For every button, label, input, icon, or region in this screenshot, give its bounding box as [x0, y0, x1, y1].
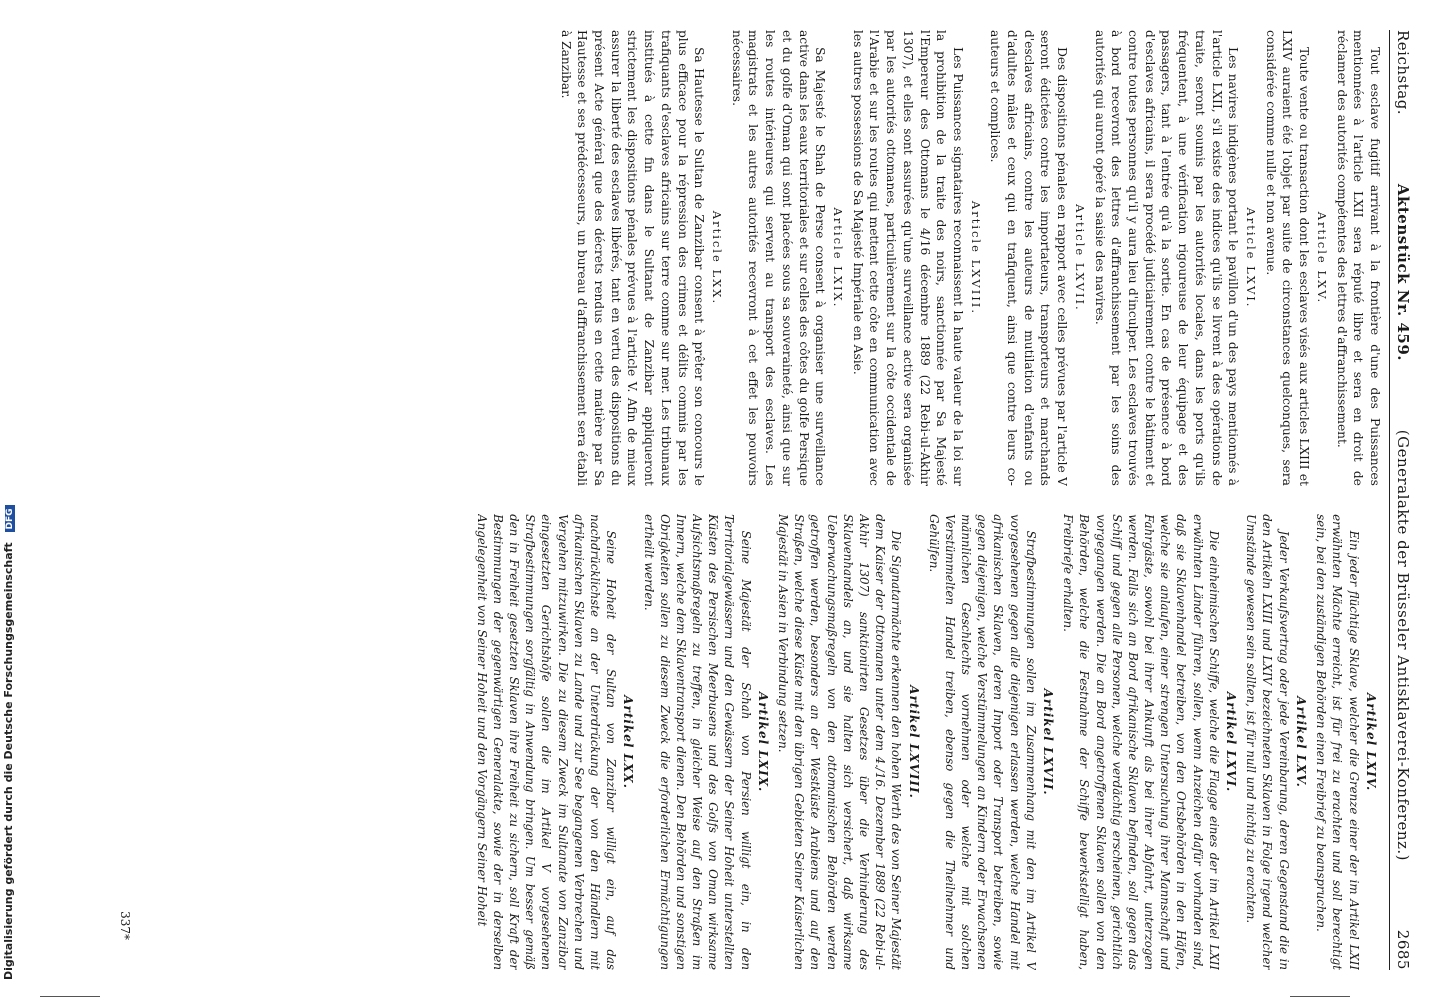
- article-paragraph: Ein jeder flüchtige Sklave, welcher die Grenze einer der im Artikel LXII erwähnten Mächte erreicht, ist für frei zu erachten und soll berechtigt sein, bei den zuständigen Behörden einen Freibrief zu beanspruchen.: [1314, 514, 1361, 970]
- article-title: Artikel LXIV.: [1364, 692, 1378, 792]
- article-paragraph: Jeder Verkaufsvertrag oder jede Vereinbarung, deren Gegenstand die in den Artikeln LXIII und LXIV bezeichneten Sklaven in Folge irgend welcher Umstände gewesen sein sollten, ist für null und nichtig zu erachten.: [1244, 514, 1291, 970]
- french-column: [123, 30, 1383, 486]
- article-paragraph: Die einheimischen Schiffe, welche die Flagge eines der im Artikel LXII erwähnten Länder führen, sollen, wenn Anzeichen dafür vorhanden sind, daß sie Sklavenhandel betreiben, von den Ortsbehörden in den Häfen, welche sie anlaufen, einer strengen Untersuchung ihrer Mannschaft und Fahrgäste, sowohl bei ihrer Ankunft als bei ihrer Abfahrt, unterzogen werden. Falls sich an Bord afrikanische Sklaven befinden, soll gegen das Schiff und gegen alle Personen, welche verdächtig erscheinen, gerichtlich vorgegangen werden. Die an Bord angetroffenen Sklaven sollen von den Behörden, welche die Festnahme der Schiffe bewerkstelligt haben, Freibriefe erhalten.: [1061, 514, 1221, 970]
- article-paragraph: Toute vente ou transaction dont les esclaves visés aux articles LXIII et LXIV auraient été l'objet par suite de circonstances quelconques, sera considérée comme nulle et non avenue.: [1263, 30, 1312, 486]
- article-title: Artikel LXVII.: [1041, 688, 1056, 796]
- page-number: 2685: [1394, 929, 1412, 970]
- article-paragraph: Les navires indigènes portant le pavillon d'un des pays mentionnés à l'article LXII, s'il existe des indices qu'ils se livrent à des opérations de traite, seront soumis par les autorités locales, dans les ports qu'ils fréquentent, à une vérification rigoureuse de leur équipage et des passagers, tant à l'entrée qu'à la sortie. En cas de présence à bord d'esclaves africains, il sera procédé judiciairement contre le bâtiment et contre toutes personnes qu'il y aura lieu d'inculper. Les esclaves trouvés à bord recevront des lettres d'affranchissement par les soins des autorités qui auront opéré la saisie des navires.: [1092, 30, 1241, 486]
- article-title: Article LXIX.: [831, 207, 846, 309]
- article-paragraph: Strafbestimmungen sollen im Zusammenhang mit den im Artikel V vorgesehenen gegen alle diejenigen erlassen werden, welche Handel mit afrikanischen Sklaven, deren Import oder Transport betreiben, sowie gegen diejenigen, welche Verstümmelungen an Kindern oder Erwachsenen männlichen Geschlechts vornehmen oder welche mit solchen Verstümmelten Handel treiben, ebenso gegen die Theilnehmer und Gehülfen.: [926, 514, 1038, 970]
- scan-edge-line: [40, 996, 100, 997]
- article-title: Article LXVII.: [1072, 204, 1087, 312]
- article-paragraph: Sa Majesté le Shah de Perse consent à organiser une surveillance active dans les eaux territoriales et sur celles des côtes du golfe Persique et du golfe d'Oman qui sont placées sous sa souveraineté, ainsi que sur les routes intérieures qui servent au transport des esclaves. Les magistrats et les autres autorités recevront à cet effet les pouvoirs nécessaires.: [729, 30, 828, 486]
- header-center: Aktenstück Nr. 459.: [1394, 183, 1412, 361]
- article-title: Artikel LXV.: [1294, 696, 1309, 788]
- german-column: [123, 514, 1383, 970]
- article-title: Artikel LXIX.: [755, 691, 770, 793]
- article-title: Article LXVI.: [1244, 207, 1259, 309]
- article-paragraph: Seine Majestät der Schah von Persien willigt ein, in den Territorialgewässern und den Gewässern der Seiner Hoheit unterstellten Küsten des Persischen Meerbusens und des Golfs von Oman wirksame Aufsichtsmaßregeln zu treffen, in gleicher Weise auf den Straßen im Innern, welche dem Sklaventransport dienen. Den Behörden und sonstigen Obrigkeiten sollen zu diesem Zweck die erforderlichen Ermächtigungen ertheilt werden.: [641, 514, 753, 970]
- article-title: Artikel LXX.: [621, 695, 636, 789]
- article-title: Article LXV.: [1314, 211, 1329, 305]
- header-title: (Generalakte der Brüsseler Antisklaverei-Konferenz.): [1394, 429, 1412, 862]
- running-header: [1389, 30, 1412, 970]
- article-title: Article LXX.: [710, 210, 725, 306]
- digitization-credit: [0, 0, 30, 1000]
- header-left: Reichstag.: [1394, 30, 1412, 116]
- article-title: Artikel LXVIII.: [906, 685, 921, 799]
- credit-text: Digitalisierung gefördert durch die Deutsche Forschungsgemeinschaft: [2, 542, 15, 980]
- article-paragraph: Die Signatarmächte erkennen den hohen Werth des von Seiner Majestät dem Kaiser der Ottomanen unter dem 4./16. Dezember 1889 (22 Rebi-ul-Akhir 1307) sanktionirten Gesetzes über die Verhinderung des Sklavenhandels an, und sie halten sich versichert, daß wirksame Ueberwachungsmaßregeln von den ottomanischen Behörden werden getroffen werden, besonders an der Westküste Arabiens und auf den Straßen, welche diese Küste mit den übrigen Gebieten Seiner Kaiserlichen Majestät in Asien in Verbindung setzen.: [776, 514, 904, 970]
- signature-mark: 337*: [118, 911, 132, 940]
- article-paragraph: Les Puissances signataires reconnaissent la haute valeur de la loi sur la prohibition de la traite des noirs, sanctionnée par Sa Majesté l'Empereur des Ottomans le 4/16 décembre 1889 (22 Rebi-ul-Akhir 1307), et elles sont assurées qu'une surveillance active sera organisée par les autorités ottomanes, particulièrement sur la côte occidentale de l'Arabie et sur les routes qui mettent cette côte en communication avec les autres possessions de Sa Majesté Impériale en Asie.: [850, 30, 965, 486]
- article-title: Artikel LXVI.: [1224, 691, 1239, 793]
- article-paragraph: Seine Hoheit der Sultan von Zanzibar willigt ein, auf das nachdrücklichste an der Unterdrückung der von den Händlern mit afrikanischen Sklaven zu Lande und zur See begangenen Verbrechen und Vergehen mitzuwirken. Die zu diesem Zweck im Sultanate von Zanzibar eingesetzten Gerichtshöfe sollen die im Artikel V vorgesehenen Strafbestimmungen sorgfältig in Anwendung bringen. Um besser gemäß den in Freiheit gesetzten Sklaven ihre Freiheit zu sichern, soll Kraft der Bestimmungen der gegenwärtigen Generalakte, sowie der in derselben Angelegenheit von Seiner Hoheit und den Vorgängern Seiner Hoheit: [474, 514, 618, 970]
- dfg-logo: DFG: [5, 505, 15, 532]
- article-title: Article LXVIII.: [968, 200, 983, 315]
- article-paragraph: Tout esclave fugitif arrivant à la frontière d'une des Puissances mentionnées à l'article LXII sera réputé libre et sera en droit de réclamer des autorités compétentes des lettres d'affranchissement.: [1334, 30, 1382, 486]
- article-paragraph: Sa Hautesse le Sultan de Zanzibar consent à prêter son concours le plus efficace pour la répression des crimes et délits commis par les trafiquants d'esclaves africains sur terre comme sur mer. Les tribunaux institués à cette fin dans le Sultanat de Zanzibar appliqueront strictement les dispositions pénales prévues à l'article V. Afin de mieux assurer la liberté des esclaves libérés, tant en vertu des dispositions du présent Acte général que des décrets rendus en cette matière par Sa Hautesse et ses prédécesseurs, un bureau d'affranchissement sera établi à Zanzibar.: [558, 30, 707, 486]
- scan-edge-line: [1290, 996, 1350, 997]
- article-paragraph: Des dispositions pénales en rapport avec celles prévues par l'article V seront édictées contre les importateurs, transporteurs et marchands d'esclaves africains, contre les auteurs de mutilation d'enfants ou d'adultes mâles et ceux qui en trafiquent, ainsi que contre leurs co-auteurs et complices.: [988, 30, 1070, 486]
